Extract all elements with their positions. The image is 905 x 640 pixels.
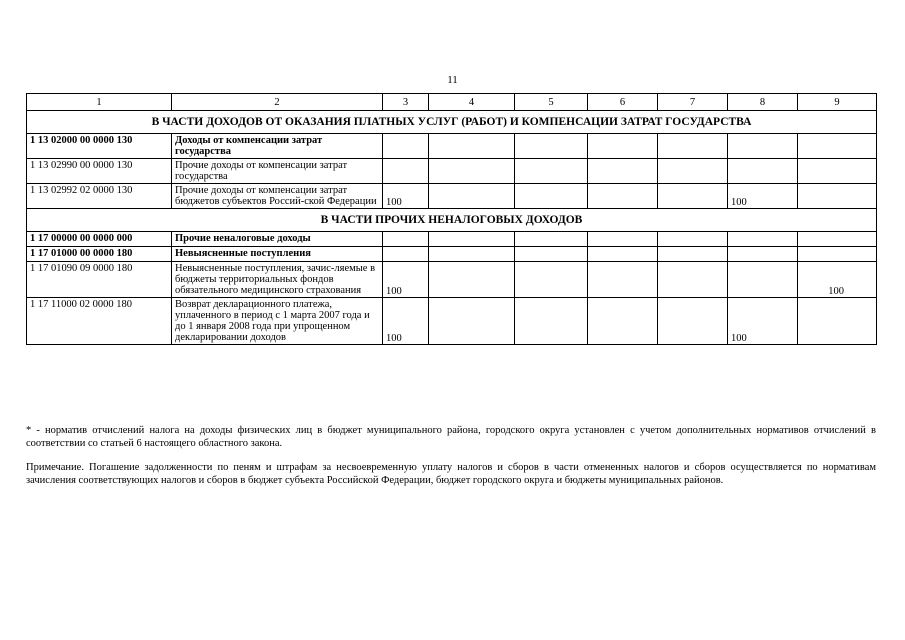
section-title-row [27, 209, 877, 232]
footnote: * - норматив отчислений налога на доходы физических лиц в бюджет муниципального района, городского округа установлен с учетом дополнительных нормативов отчислений в соответствии со статьей 6 настоящего областного закона. [26, 425, 876, 449]
column-header: 7 [658, 94, 728, 111]
note-paragraph: Примечание. Погашение задолженности по пеням и штрафам за несвоевременную уплату налогов и сборов в части отмененных налогов и сборов осуществляется по нормативам зачисления соответствующих налогов и сборов в бюджет субъекта Российской Федерации, бюджет городского округа и бюджеты муниципальных районов. [26, 462, 876, 486]
column-header: 3 [383, 94, 429, 111]
cell-value-8 [728, 247, 798, 262]
page-number: 11 [447, 74, 458, 86]
row-code: 1 17 01000 00 0000 180 [27, 247, 172, 262]
cell-value-9 [798, 232, 877, 247]
table-row [27, 184, 877, 209]
row-name: Прочие доходы от компенсации затрат бюджетов субъектов Россий-ской Федерации [172, 184, 383, 209]
header-row [27, 94, 877, 111]
section-title: В ЧАСТИ ПРОЧИХ НЕНАЛОГОВЫХ ДОХОДОВ [27, 209, 877, 232]
cell-value-9 [798, 184, 877, 209]
column-header: 6 [588, 94, 658, 111]
table-row [27, 134, 877, 159]
cell-value-9 [798, 159, 877, 184]
row-name: Прочие доходы от компенсации затрат государства [172, 159, 383, 184]
column-header: 9 [798, 94, 877, 111]
row-code: 1 17 01090 09 0000 180 [27, 262, 172, 298]
cell-value-3: 100 [383, 298, 429, 345]
cell-value-9 [798, 298, 877, 345]
cell-value-8: 100 [728, 298, 798, 345]
cell-value-8 [728, 262, 798, 298]
column-header: 5 [515, 94, 588, 111]
column-header: 8 [728, 94, 798, 111]
row-code: 1 17 00000 00 0000 000 [27, 232, 172, 247]
row-name: Невыясненные поступления, зачис-ляемые в бюджеты территориальных фондов обязательного медицинского страхования [172, 262, 383, 298]
row-code: 1 13 02992 02 0000 130 [27, 184, 172, 209]
cell-value-8: 100 [728, 184, 798, 209]
section-title: В ЧАСТИ ДОХОДОВ ОТ ОКАЗАНИЯ ПЛАТНЫХ УСЛУГ (РАБОТ) И КОМПЕНСАЦИИ ЗАТРАТ ГОСУДАРСТВА [27, 111, 877, 134]
cell-value-9 [798, 247, 877, 262]
cell-value-3 [383, 232, 429, 247]
table-row [27, 262, 877, 298]
row-name: Прочие неналоговые доходы [172, 232, 383, 247]
column-header: 1 [27, 94, 172, 111]
row-code: 1 17 11000 02 0000 180 [27, 298, 172, 345]
cell-value-8 [728, 232, 798, 247]
table-body [27, 94, 877, 345]
table-row [27, 232, 877, 247]
column-header: 4 [429, 94, 515, 111]
row-code: 1 13 02000 00 0000 130 [27, 134, 172, 159]
cell-value-8 [728, 159, 798, 184]
revenue-norms-table [26, 93, 877, 345]
table-row [27, 298, 877, 345]
column-header: 2 [172, 94, 383, 111]
cell-value-3 [383, 159, 429, 184]
row-name: Невыясненные поступления [172, 247, 383, 262]
row-name: Возврат декларационного платежа, уплаченного в период с 1 марта 2007 года и до 1 января 2008 года при упрощенном декларировании доходов [172, 298, 383, 345]
section-title-row [27, 111, 877, 134]
cell-value-3: 100 [383, 184, 429, 209]
cell-value-3 [383, 134, 429, 159]
table-row [27, 247, 877, 262]
row-name: Доходы от компенсации затрат государства [172, 134, 383, 159]
cell-value-9 [798, 134, 877, 159]
cell-value-8 [728, 134, 798, 159]
table-row [27, 159, 877, 184]
row-code: 1 13 02990 00 0000 130 [27, 159, 172, 184]
cell-value-9: 100 [798, 262, 877, 298]
cell-value-3 [383, 247, 429, 262]
cell-value-3: 100 [383, 262, 429, 298]
